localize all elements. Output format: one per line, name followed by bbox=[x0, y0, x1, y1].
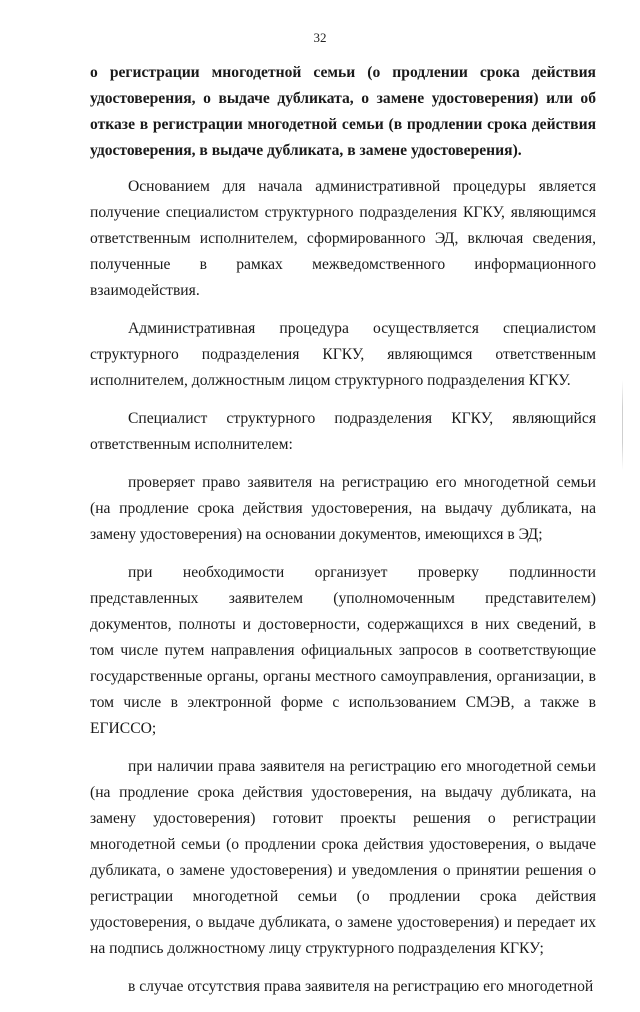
paragraph-absence-of-right: в случае отсутствия права заявителя на регистрацию его многодетной bbox=[128, 978, 594, 995]
document-body bbox=[90, 60, 596, 1012]
scan-margin-mark bbox=[622, 380, 623, 470]
paragraph-verification: при необходимости организует проверку подлинности представленных заявителем (уполномоченным представителем) документов, полноты и достоверности, содержащихся в них сведений, в том числе путем направления официальных запросов в соответствующие государственные органы, органы местного самоуправления, организации, в том числе в электронной форме с использованием СМЭВ, а также в ЕГИССО; bbox=[90, 564, 596, 737]
paragraph-checks-right: проверяет право заявителя на регистрацию его многодетной семьи (на продление срока действия удостоверения, на выдачу дубликата, на замену удостоверения) на основании документов, имеющихся в ЭД; bbox=[90, 474, 596, 543]
paragraph-specialist-intro: Специалист структурного подразделения КГКУ, являющийся ответственным исполнителем: bbox=[90, 410, 596, 453]
paragraph-basis: Основанием для начала административной процедуры является получение специалистом структурного подразделения КГКУ, являющимся ответственным исполнителем, сформированного ЭД, включая сведения, полученные в рамках межведомственного информационного взаимодействия. bbox=[90, 178, 596, 299]
paragraph-prepares-decision: при наличии права заявителя на регистрацию его многодетной семьи (на продление срока действия удостоверения, на выдачу дубликата, на замену удостоверения) готовит проекты решения о регистрации многодетной семьи (о продлении срока действия удостоверения, о выдаче дубликата, о замене удостоверения) и уведомления о принятии решения о регистрации многодетной семьи (о продлении срока действия удостоверения, о выдаче дубликата, о замене удостоверения) и передает их на подпись должностному лицу структурного подразделения КГКУ; bbox=[90, 758, 596, 957]
page-number: 32 bbox=[313, 30, 327, 45]
paragraph-heading-continuation: о регистрации многодетной семьи (о продлении срока действия удостоверения, о выдаче дубликата, о замене удостоверения) или об отказе в регистрации многодетной семьи (в продлении срока действия удостоверения, в выдаче дубликата, в замене удостоверения). bbox=[90, 64, 596, 159]
paragraph-procedure-performer: Административная процедура осуществляется специалистом структурного подразделения КГКУ, являющимся ответственным исполнителем, должностным лицом структурного подразделения КГКУ. bbox=[90, 320, 596, 389]
